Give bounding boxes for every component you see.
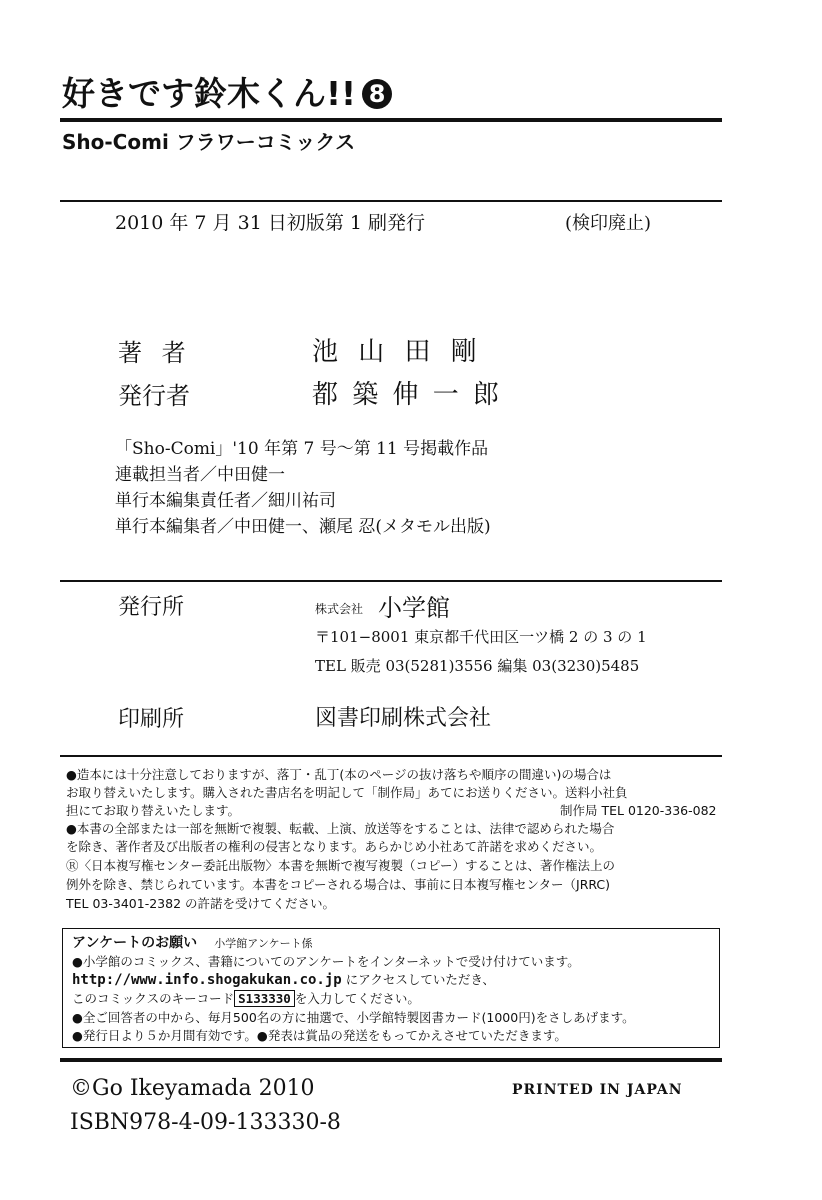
imprint-label: Sho-Comi フラワーコミックス [62, 130, 356, 154]
notice-line-8: TEL 03-3401-2382 の許諾を受けてください。 [66, 896, 335, 911]
copyright: ©Go Ikeyamada 2010 [70, 1076, 315, 1101]
title-rule [60, 118, 722, 122]
volume-number: 8 [362, 79, 392, 109]
notice-line-3: 担にてお取り替えいたします。 [66, 803, 241, 818]
notice-line-6: Ⓡ〈日本複写権センター委託出版物〉本書を無断で複写複製（コピー）することは、著作権法上の [66, 858, 616, 873]
company-rule [60, 580, 722, 582]
author-name: 池 山 田 剛 [312, 337, 483, 367]
survey-keycode: S133330 [234, 990, 295, 1007]
seal-abolished: (検印廃止) [565, 213, 652, 234]
company-label: 発行所 [118, 595, 185, 620]
isbn: ISBN978-4-09-133330-8 [70, 1110, 341, 1135]
notice-line-1: ●造本には十分注意しておりますが、落丁・乱丁(本のページの抜け落ちや順序の間違い)の場合は [66, 767, 612, 782]
author-label: 著 者 [118, 339, 192, 367]
company-prefix: 株式会社 [315, 602, 364, 616]
survey-line-3 [72, 990, 420, 1007]
notice-line-2: お取り替えいたします。購入された書店名を明記して「制作局」あてにお送りください。送料小社負 [66, 785, 628, 800]
serial-line-3: 単行本編集責任者／細川祐司 [115, 491, 336, 511]
survey-title [72, 932, 313, 954]
book-title-text: 好きです鈴木くん!! [62, 74, 357, 113]
printed-in-japan: PRINTED IN JAPAN [512, 1082, 683, 1098]
survey-dept: 小学館アンケート係 [214, 937, 313, 950]
survey-line-4: ●全ご回答者の中から、毎月500名の方に抽選で、小学館特製図書カード(1000円)をさしあげます。 [72, 1010, 635, 1025]
company-tel: TEL 販売 03(5281)3556 編集 03(3230)5485 [315, 657, 640, 675]
publisher-name: 都 築 伸 一 郎 [312, 380, 503, 410]
notice-rule [60, 755, 722, 757]
serial-line-4: 単行本編集者／中田健一、瀬尾 忍(メタモル出版) [115, 517, 491, 537]
production-tel: 制作局 TEL 0120-336-082 [560, 803, 717, 818]
survey-line-5: ●発行日より５か月間有効です。●発表は賞品の発送をもってかえさせていただきます。 [72, 1028, 567, 1043]
survey-title-text: アンケートのお願い [72, 935, 198, 951]
publisher-label: 発行者 [118, 382, 190, 410]
survey-code-prefix: このコミックスのキーコード [72, 991, 235, 1006]
survey-url-suffix: にアクセスしていただき、 [345, 972, 495, 987]
survey-url[interactable]: http://www.info.shogakukan.co.jp [72, 972, 342, 988]
notice-line-5: を除き、著作者及び出版者の権利の侵害となります。あらかじめ小社あて許諾を求めください。 [66, 839, 603, 854]
notice-line-7: 例外を除き、禁じられています。本書をコピーされる場合は、事前に日本複写権センター（JRRC) [66, 877, 611, 892]
survey-code-suffix: を入力してください。 [294, 991, 420, 1006]
company-address: 〒101−8001 東京都千代田区一ツ橋 2 の 3 の 1 [315, 628, 647, 646]
footer-rule [60, 1058, 722, 1062]
survey-line-1: ●小学館のコミックス、書籍についてのアンケートをインターネットで受け付けています。 [72, 954, 580, 969]
printer-label: 印刷所 [118, 707, 185, 732]
book-title [62, 72, 392, 116]
printer-name: 図書印刷株式会社 [315, 706, 492, 731]
notice-line-4: ●本書の全部または一部を無断で複製、転載、上演、放送等をすることは、法律で認められた場合 [66, 821, 615, 836]
company-name: 小学館 [378, 594, 450, 622]
serial-line-2: 連載担当者／中田健一 [115, 465, 285, 485]
survey-line-2 [72, 971, 495, 989]
serial-line-1: 「Sho-Comi」'10 年第 7 号〜第 11 号掲載作品 [115, 439, 489, 459]
edition-date: 2010 年 7 月 31 日初版第 1 刷発行 [115, 212, 425, 234]
edition-rule [60, 200, 722, 202]
